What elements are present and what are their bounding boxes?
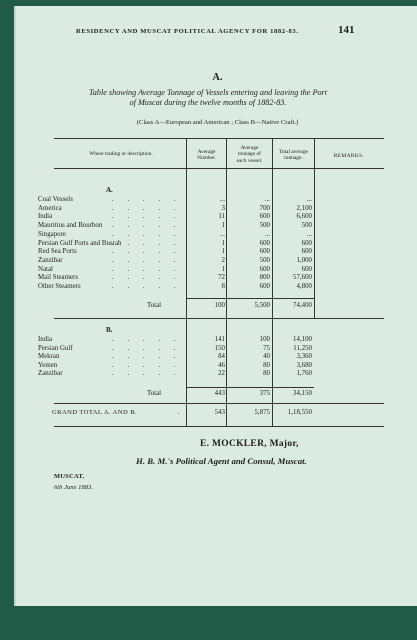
header-bottom-rule bbox=[54, 168, 384, 169]
page-number: 141 bbox=[338, 24, 355, 36]
table-row bbox=[16, 266, 417, 275]
row-name: India bbox=[38, 336, 53, 343]
row-average-tonnage: 100 bbox=[259, 336, 270, 343]
class-a-label: A. bbox=[106, 186, 113, 194]
row-average-number: 150 bbox=[214, 344, 225, 352]
row-average-number: 22 bbox=[218, 370, 225, 378]
grand-total-label: GRAND TOTAL A. AND B. bbox=[52, 409, 138, 416]
header-average-tonnage bbox=[227, 145, 272, 164]
header-total-tonnage-line2: tonnage. bbox=[284, 155, 303, 162]
row-average-tonnage: 600 bbox=[259, 283, 270, 290]
row-total-tonnage: 2,100 bbox=[296, 204, 312, 212]
header-average-tonnage-line1: Average bbox=[240, 145, 259, 151]
row-average-tonnage: 800 bbox=[259, 274, 270, 282]
row-total-tonnage: 14,100 bbox=[293, 336, 312, 343]
header-average-number-line2: Number. bbox=[197, 155, 216, 162]
row-average-tonnage: 600 bbox=[259, 265, 270, 273]
class-b-total-label: Total bbox=[147, 390, 162, 397]
row-name: America bbox=[38, 204, 62, 212]
row-name: Persian Gulf bbox=[38, 344, 73, 352]
header-average-tonnage-line3: each vessel. bbox=[236, 157, 263, 164]
row-leader-dots: . . . . . bbox=[112, 274, 182, 282]
row-average-tonnage: 600 bbox=[259, 239, 270, 247]
row-total-tonnage: ... bbox=[306, 196, 312, 203]
row-average-tonnage: ... bbox=[264, 230, 270, 238]
table-row bbox=[16, 345, 417, 354]
grand-total-total: 1,18,550 bbox=[287, 409, 312, 416]
header-remarks: REMARKS. bbox=[333, 153, 365, 159]
row-name: Singapore bbox=[38, 230, 66, 238]
row-total-tonnage: 6,600 bbox=[296, 213, 312, 221]
header-where: Where trading or description. bbox=[89, 151, 153, 157]
caption-line-2: of Muscat during the twelve months of 1882-83. bbox=[129, 98, 287, 107]
date: 6th June 1883. bbox=[54, 484, 94, 491]
table-caption bbox=[38, 88, 378, 108]
table-row bbox=[16, 370, 417, 379]
table-row bbox=[16, 222, 417, 231]
row-average-number: 11 bbox=[218, 213, 225, 221]
row-leader-dots: . . . . . bbox=[112, 256, 182, 264]
row-leader-dots: . . . . . bbox=[112, 265, 182, 273]
table-row bbox=[16, 353, 417, 362]
class-a-total-tonnage: 5,500 bbox=[254, 302, 270, 309]
row-total-tonnage: ... bbox=[306, 230, 312, 238]
row-average-tonnage: 600 bbox=[259, 213, 270, 221]
table-row bbox=[16, 274, 417, 283]
row-average-number: 8 bbox=[221, 283, 225, 290]
row-total-tonnage: 11,250 bbox=[293, 344, 312, 352]
class-b-total-number: 443 bbox=[214, 390, 225, 397]
row-leader-dots: . . . . . bbox=[112, 336, 182, 343]
row-average-number: 1 bbox=[221, 222, 225, 230]
row-name: Natal bbox=[38, 265, 53, 273]
row-leader-dots: . . . . . bbox=[112, 204, 182, 212]
class-a-end-rule bbox=[54, 318, 384, 319]
row-total-tonnage: 1,760 bbox=[296, 370, 312, 378]
table-row bbox=[16, 362, 417, 371]
row-leader-dots: . . . . . bbox=[112, 361, 182, 369]
row-average-tonnage: 500 bbox=[259, 256, 270, 264]
row-name: Zanzibar bbox=[38, 256, 63, 264]
signature: E. MOCKLER, Major, bbox=[200, 439, 299, 449]
table-row bbox=[16, 283, 417, 292]
row-average-number: 141 bbox=[214, 336, 225, 343]
class-b-label: B. bbox=[106, 326, 113, 334]
table-row bbox=[16, 213, 417, 222]
row-leader-dots: . . . . . bbox=[112, 196, 182, 203]
row-name: Yemen bbox=[38, 361, 58, 369]
row-name: Zanzibar bbox=[38, 370, 63, 378]
row-average-tonnage: 75 bbox=[263, 344, 270, 352]
row-average-number: 46 bbox=[218, 361, 225, 369]
row-name: India bbox=[38, 213, 53, 221]
row-total-tonnage: 57,600 bbox=[293, 274, 312, 282]
row-average-number: 1 bbox=[221, 248, 225, 256]
row-name: Red Sea Ports bbox=[38, 248, 77, 256]
row-average-tonnage: 700 bbox=[259, 204, 270, 212]
table-row bbox=[16, 240, 417, 249]
table-row bbox=[16, 336, 417, 345]
row-average-number: 1 bbox=[221, 265, 225, 273]
table-row bbox=[16, 205, 417, 214]
row-total-tonnage: 3,360 bbox=[296, 353, 312, 361]
class-b-total-total: 34,150 bbox=[293, 390, 312, 397]
class-b-total-rule bbox=[186, 387, 314, 388]
row-total-tonnage: 4,800 bbox=[296, 283, 312, 290]
grand-total-tonnage: 5,875 bbox=[254, 409, 270, 416]
class-b-end-rule bbox=[54, 403, 384, 404]
row-total-tonnage: 600 bbox=[301, 265, 312, 273]
section-heading: A. bbox=[212, 72, 223, 83]
grand-total-dot: . bbox=[178, 409, 180, 416]
row-name: Coal Vessels bbox=[38, 196, 73, 203]
table-bottom-rule bbox=[54, 426, 384, 427]
row-average-tonnage: ... bbox=[264, 196, 270, 203]
table-row bbox=[16, 231, 417, 240]
row-average-tonnage: 80 bbox=[263, 370, 270, 378]
caption-line-1: Table showing Average Tonnage of Vessels entering and leaving the Port bbox=[88, 88, 328, 97]
row-leader-dots: . . . . . bbox=[112, 213, 182, 221]
row-leader-dots: . . . . . bbox=[112, 370, 182, 378]
table-top-rule bbox=[54, 138, 384, 139]
row-average-tonnage: 80 bbox=[263, 361, 270, 369]
header-average-tonnage-line2: tonnage of bbox=[238, 151, 261, 158]
row-leader-dots: . . . . . bbox=[112, 222, 182, 230]
table-row bbox=[16, 248, 417, 257]
class-b-total-tonnage: 375 bbox=[259, 390, 270, 397]
row-name: Mekran bbox=[38, 353, 60, 361]
class-note: (Class A—European and American ; Class B—Native Craft.) bbox=[136, 119, 299, 126]
row-leader-dots: . . . . . bbox=[112, 353, 182, 361]
header-average-number bbox=[187, 149, 226, 162]
row-name: Mail Steamers bbox=[38, 274, 78, 282]
table-row bbox=[16, 196, 417, 205]
row-average-number: 84 bbox=[218, 353, 225, 361]
row-leader-dots: . . . . . bbox=[112, 239, 182, 247]
header-total-tonnage bbox=[273, 149, 314, 162]
row-total-tonnage: 1,000 bbox=[296, 256, 312, 264]
row-total-tonnage: 500 bbox=[301, 222, 312, 230]
row-average-number: ... bbox=[219, 196, 225, 203]
row-total-tonnage: 600 bbox=[301, 248, 312, 256]
row-average-number: 1 bbox=[221, 239, 225, 247]
row-average-tonnage: 500 bbox=[259, 222, 270, 230]
designation: H. B. M.'s Political Agent and Consul, Muscat. bbox=[136, 456, 307, 466]
class-a-total-number: 100 bbox=[214, 302, 225, 309]
grand-total-number: 543 bbox=[214, 409, 225, 416]
row-leader-dots: . . . . . bbox=[112, 230, 182, 238]
class-a-total-total: 74,400 bbox=[293, 302, 312, 309]
row-leader-dots: . . . . . bbox=[112, 344, 182, 352]
place: MUSCAT, bbox=[54, 473, 85, 480]
table-row bbox=[16, 257, 417, 266]
class-a-total-rule bbox=[186, 298, 314, 299]
row-leader-dots: . . . . . bbox=[112, 248, 182, 256]
row-average-number: 3 bbox=[221, 204, 225, 212]
row-name: Persian Gulf Ports and Busrah bbox=[38, 239, 122, 247]
row-average-number: ... bbox=[219, 230, 225, 238]
header-total-tonnage-line1: Total average bbox=[278, 149, 309, 155]
document-page bbox=[14, 6, 417, 606]
row-average-number: 2 bbox=[221, 256, 225, 264]
row-name: Other Steamers bbox=[38, 283, 81, 290]
row-average-tonnage: 40 bbox=[263, 353, 270, 361]
row-leader-dots: . . . . . bbox=[112, 283, 182, 290]
row-total-tonnage: 600 bbox=[301, 239, 312, 247]
class-a-total-label: Total bbox=[147, 302, 162, 309]
row-average-tonnage: 600 bbox=[259, 248, 270, 256]
row-average-number: 72 bbox=[218, 274, 225, 282]
row-total-tonnage: 3,680 bbox=[296, 361, 312, 369]
header-average-number-line1: Average bbox=[197, 149, 216, 155]
row-name: Mauritius and Bourbon bbox=[38, 222, 103, 230]
running-head: RESIDENCY AND MUSCAT POLITICAL AGENCY FOR 1882-83. bbox=[76, 28, 299, 35]
